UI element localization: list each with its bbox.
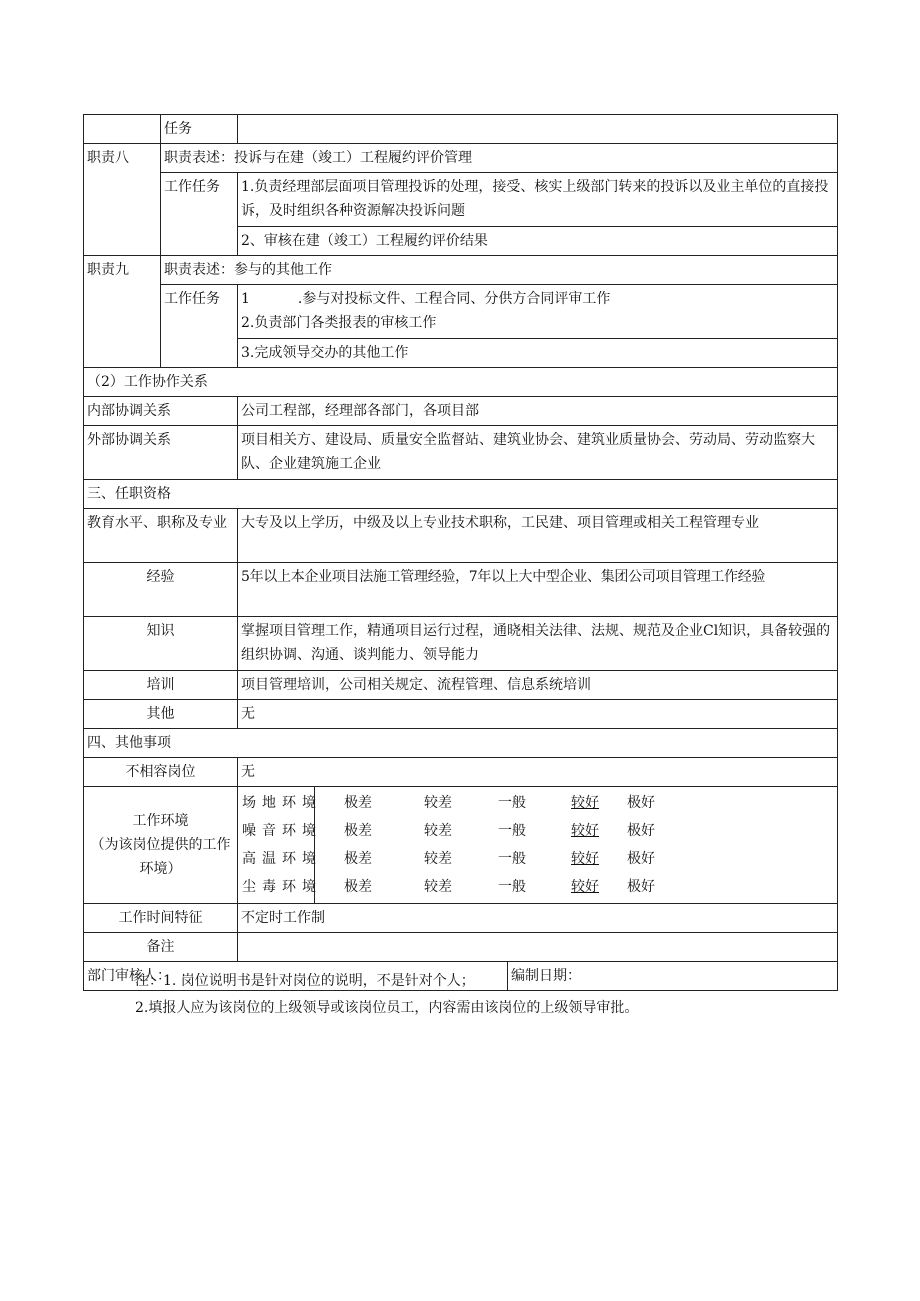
- collab-heading: （2）工作协作关系: [84, 368, 838, 397]
- job-description-table: [83, 114, 838, 991]
- duty9-task-1: [241, 287, 834, 311]
- education-value: 大专及以上学历，中级及以上专业技术职称，工民建、项目管理或相关工程管理专业: [238, 509, 838, 563]
- env-2-level-0: 极差: [344, 851, 372, 867]
- environment-row: [84, 787, 838, 904]
- duty8-desc: [161, 144, 838, 173]
- collab-heading-row: [84, 368, 838, 397]
- env-0-level-1: 较差: [424, 795, 452, 811]
- duty9-task12-row: [84, 285, 838, 339]
- duty9-desc: [161, 256, 838, 285]
- duty9-desc-value: 参与的其他工作: [234, 262, 332, 278]
- env-3-level-2: 一般: [498, 879, 526, 895]
- env-0-level-0: 极差: [344, 795, 372, 811]
- external-row: [84, 426, 838, 480]
- env-3-level-0: 极差: [344, 879, 372, 895]
- internal-label: 内部协调关系: [84, 397, 238, 426]
- external-value: 项目相关方、建设局、质量安全监督站、建筑业协会、建筑业质量协会、劳动局、劳动监察大队、企业建筑施工企业: [238, 426, 838, 480]
- empty-cell: [84, 115, 161, 144]
- knowledge-label: 知识: [84, 617, 238, 671]
- internal-row: [84, 397, 838, 426]
- env-2-level-2: 一般: [498, 851, 526, 867]
- duty9-task-1-text: .参与对投标文件、工程合同、分供方合同评审工作: [297, 291, 611, 307]
- env-2-level-1: 较差: [424, 851, 452, 867]
- duty8-label: 职责八: [84, 144, 161, 256]
- training-label: 培训: [84, 671, 238, 700]
- duty8-task-label: 工作任务: [161, 173, 238, 256]
- other-value: 无: [238, 700, 838, 729]
- env-3-level-4: 极好: [627, 879, 655, 895]
- duty9-task-3: 3.完成领导交办的其他工作: [238, 339, 838, 368]
- environment-levels: [315, 789, 837, 901]
- job-description-page: [83, 114, 837, 991]
- env-3-level-1: 较差: [424, 879, 452, 895]
- environment-sublabel: （为该岗位提供的工作环境）: [90, 837, 231, 877]
- other-row: [84, 700, 838, 729]
- environment-names: [239, 789, 325, 901]
- duty9-task-2: 2.负责部门各类报表的审核工作: [241, 315, 437, 331]
- env-name-3: 尘毒环境: [242, 879, 322, 895]
- duty8-task-2: 2、审核在建（竣工）工程履约评价结果: [238, 227, 838, 256]
- duty8-task-1: 1.负责经理部层面项目管理投诉的处理，接受、核实上级部门转来的投诉以及业主单位的直接投诉，及时组织各种资源解决投诉问题: [238, 173, 838, 227]
- env-level-row-1: [315, 817, 837, 845]
- hours-label: 工作时间特征: [84, 904, 238, 933]
- env-0-level-4: 极好: [627, 795, 655, 811]
- qual-heading-row: [84, 480, 838, 509]
- env-3-level-3: 较好: [571, 879, 599, 895]
- env-1-level-3: 较好: [571, 823, 599, 839]
- env-2-level-4: 极好: [627, 851, 655, 867]
- duty8-desc-row: [84, 144, 838, 173]
- date-field: 编制日期：: [508, 962, 838, 991]
- experience-value: 5年以上本企业项目法施工管理经验，7年以上大中型企业、集团公司项目管理工作经验: [238, 563, 838, 617]
- env-0-level-3: 较好: [571, 795, 599, 811]
- experience-row: [84, 563, 838, 617]
- env-level-row-2: [315, 845, 837, 873]
- env-2-level-3: 较好: [571, 851, 599, 867]
- task-value: [238, 115, 838, 144]
- matters-heading-row: [84, 729, 838, 758]
- env-name-2: 高温环境: [242, 851, 322, 867]
- duty8-desc-value: 投诉与在建（竣工）工程履约评价管理: [234, 150, 472, 166]
- hours-row: [84, 904, 838, 933]
- remark-value: [238, 933, 838, 962]
- reviewer-field: 部门审核人：: [84, 962, 508, 991]
- environment-levels-cell: [315, 787, 838, 904]
- env-level-row-3: [315, 873, 837, 901]
- remark-label: 备注: [84, 933, 238, 962]
- duty8-desc-label: 职责表述：: [164, 150, 234, 166]
- incompatible-label: 不相容岗位: [84, 758, 238, 787]
- duty9-task-1-2: [238, 285, 838, 339]
- duty9-task-label: 工作任务: [161, 285, 238, 368]
- environment-label: 工作环境: [132, 813, 189, 829]
- other-label: 其他: [84, 700, 238, 729]
- education-row: [84, 509, 838, 563]
- environment-names-cell: [238, 787, 322, 904]
- environment-label-cell: [84, 787, 238, 904]
- duty8-task1-row: [84, 173, 838, 227]
- note-1: 注：1. 岗位说明书是针对岗位的说明，不是针对个人；: [135, 973, 475, 989]
- env-name-0: 场地环境: [242, 795, 322, 811]
- env-level-row-0: [315, 789, 837, 817]
- task-label: 任务: [161, 115, 238, 144]
- education-label: 教育水平、职称及专业: [84, 509, 238, 563]
- training-row: [84, 671, 838, 700]
- footnotes: [135, 968, 638, 1022]
- knowledge-row: [84, 617, 838, 671]
- env-1-level-4: 极好: [627, 823, 655, 839]
- incompatible-row: [84, 758, 838, 787]
- note-2: 2.填报人应为该岗位的上级领导或该岗位员工，内容需由该岗位的上级领导审批。: [135, 1000, 639, 1016]
- incompatible-value: 无: [238, 758, 838, 787]
- training-value: 项目管理培训，公司相关规定、流程管理、信息系统培训: [238, 671, 838, 700]
- external-label: 外部协调关系: [84, 426, 238, 480]
- duty9-label: 职责九: [84, 256, 161, 368]
- duty9-desc-label: 职责表述：: [164, 262, 234, 278]
- qual-heading: 三、任职资格: [84, 480, 838, 509]
- knowledge-value: 掌握项目管理工作，精通项目运行过程，通晓相关法律、法规、规范及企业Cl知识，具备较强的组织协调、沟通、谈判能力、领导能力: [238, 617, 838, 671]
- duty9-desc-row: [84, 256, 838, 285]
- env-name-1: 噪音环境: [242, 823, 322, 839]
- matters-heading: 四、其他事项: [84, 729, 838, 758]
- env-0-level-2: 一般: [498, 795, 526, 811]
- remark-row: [84, 933, 838, 962]
- env-1-level-2: 一般: [498, 823, 526, 839]
- env-1-level-0: 极差: [344, 823, 372, 839]
- experience-label: 经验: [84, 563, 238, 617]
- hours-value: 不定时工作制: [238, 904, 838, 933]
- internal-value: 公司工程部，经理部各部门，各项目部: [238, 397, 838, 426]
- task-continuation-row: [84, 115, 838, 144]
- env-1-level-1: 较差: [424, 823, 452, 839]
- duty9-task-1-num: 1: [241, 291, 250, 307]
